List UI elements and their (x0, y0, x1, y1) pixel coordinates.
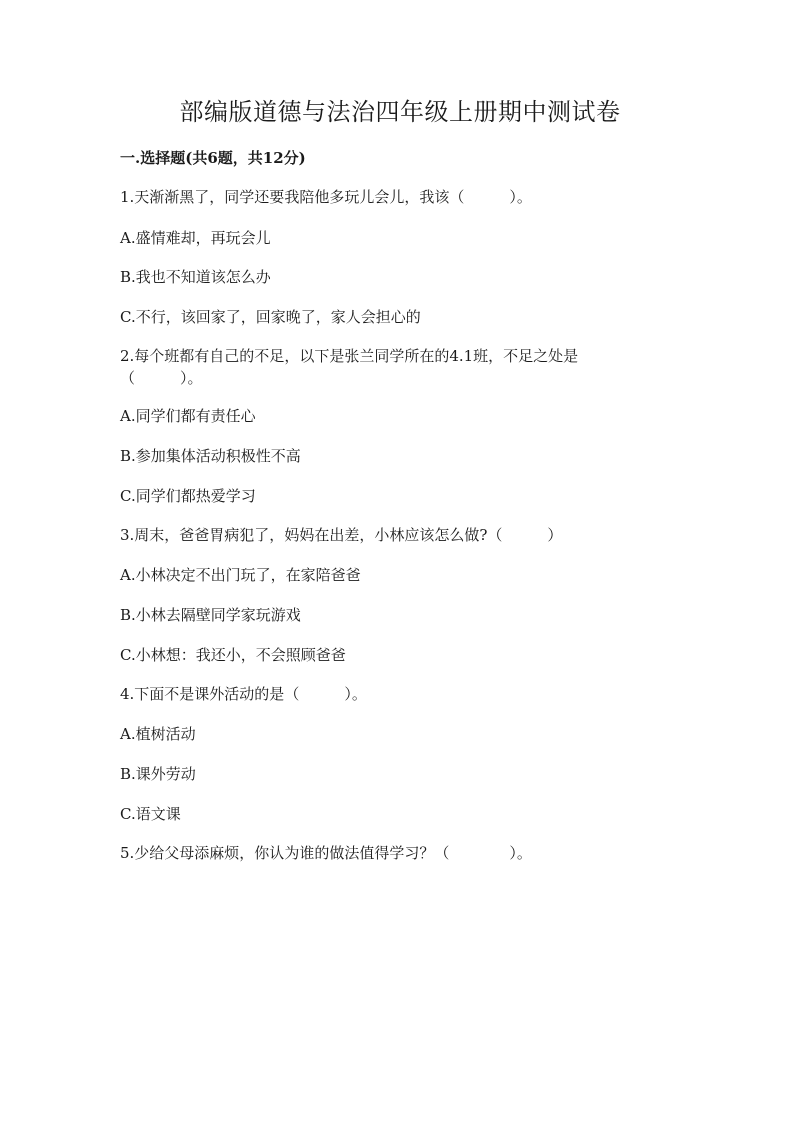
option-c: C.不行，该回家了，回家晚了，家人会担心的 (120, 308, 421, 326)
option-c: C.小林想：我还小，不会照顾爸爸 (120, 646, 346, 664)
option-b: B.课外劳动 (120, 765, 196, 783)
option-b: B.参加集体活动积极性不高 (120, 447, 301, 465)
section-heading: 一.选择题(共6题，共12分) (120, 149, 306, 167)
page-title: 部编版道德与法治四年级上册期中测试卷 (179, 98, 621, 126)
question-stem: 4.下面不是课外活动的是（ ）。 (120, 685, 367, 703)
option-a: A.盛情难却，再玩会儿 (120, 229, 271, 247)
question-stem: 5.少给父母添麻烦，你认为谁的做法值得学习？（ ）。 (120, 844, 532, 862)
option-b: B.小林去隔壁同学家玩游戏 (120, 606, 301, 624)
option-a: A.同学们都有责任心 (120, 407, 256, 425)
option-a: A.植树活动 (120, 725, 196, 743)
option-c: C.语文课 (120, 805, 181, 823)
option-a: A.小林决定不出门玩了，在家陪爸爸 (120, 566, 361, 584)
question-stem: 2.每个班都有自己的不足，以下是张兰同学所在的4.1班，不足之处是（ ）。 (120, 347, 579, 387)
question-stem: 1.天渐渐黑了，同学还要我陪他多玩儿会儿，我该（ ）。 (120, 188, 532, 206)
question-stem: 3.周末，爸爸胃病犯了，妈妈在出差，小林应该怎么做?（ ） (120, 526, 563, 544)
option-b: B.我也不知道该怎么办 (120, 268, 271, 286)
option-c: C.同学们都热爱学习 (120, 487, 256, 505)
